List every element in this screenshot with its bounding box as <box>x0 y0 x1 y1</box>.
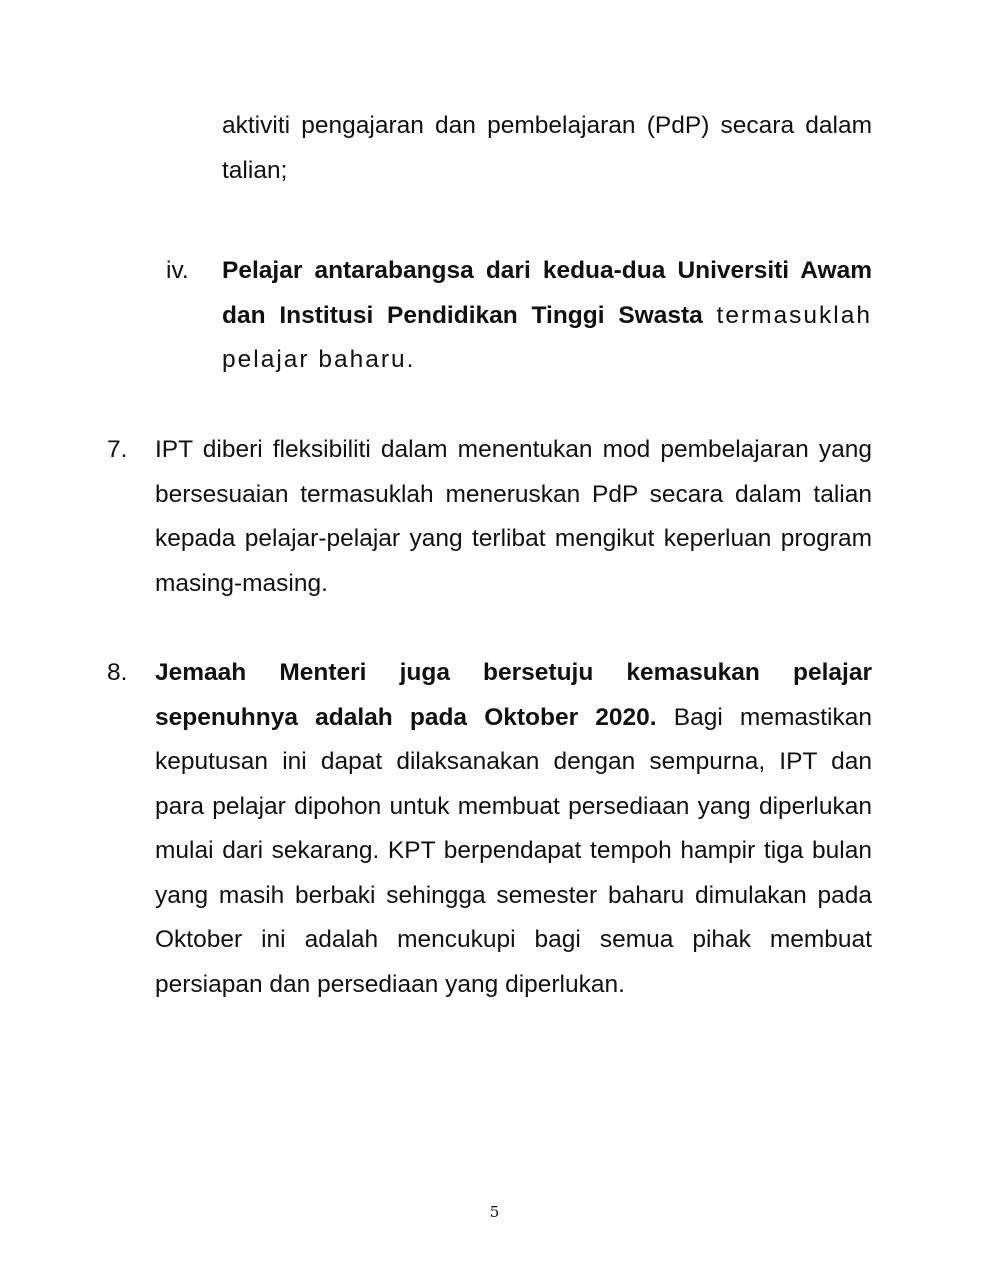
sub-item-iv <box>222 249 872 383</box>
paragraph-8-text: Bagi memastikan keputusan ini dapat dilaksanakan dengan sempurna, IPT dan para pelajar dipohon untuk membuat persediaan yang diperlukan mulai dari sekarang. KPT berpendapat tempoh hampir tiga bulan yang masih berbaki sehingga semester baharu dimulakan pada Oktober ini adalah mencukupi bagi semua pihak membuat persiapan dan persediaan yang diperlukan. <box>155 703 873 998</box>
paragraph-8-number: 8. <box>107 659 128 686</box>
paragraph-7-text: IPT diberi fleksibiliti dalam menentukan mod pembelajaran yang bersesuaian termasuklah meneruskan PdP secara dalam talian kepada pelajar-pelajar yang terlibat mengikut keperluan program masing-masing. <box>155 436 872 597</box>
sub-item-iv-marker: iv. <box>166 257 189 284</box>
sub-item-iv-text: termasuklah pelajar baharu. <box>222 301 872 373</box>
page-number: 5 <box>489 1203 500 1221</box>
paragraph-8 <box>155 651 872 1007</box>
sub-item-iv-bold-text: Pelajar antarabangsa dari kedua-dua Universiti Awam dan Institusi Pendidikan Tinggi Swasta <box>222 257 872 329</box>
sub-item-continuation-text: aktiviti pengajaran dan pembelajaran (PdP) secara dalam talian; <box>222 112 872 184</box>
paragraph-8-bold-text: Jemaah Menteri juga bersetuju kemasukan pelajar sepenuhnya adalah pada Oktober 2020. <box>155 659 872 731</box>
paragraph-7-number: 7. <box>107 436 128 463</box>
sub-item-continuation <box>222 104 872 193</box>
paragraph-7 <box>155 428 872 606</box>
